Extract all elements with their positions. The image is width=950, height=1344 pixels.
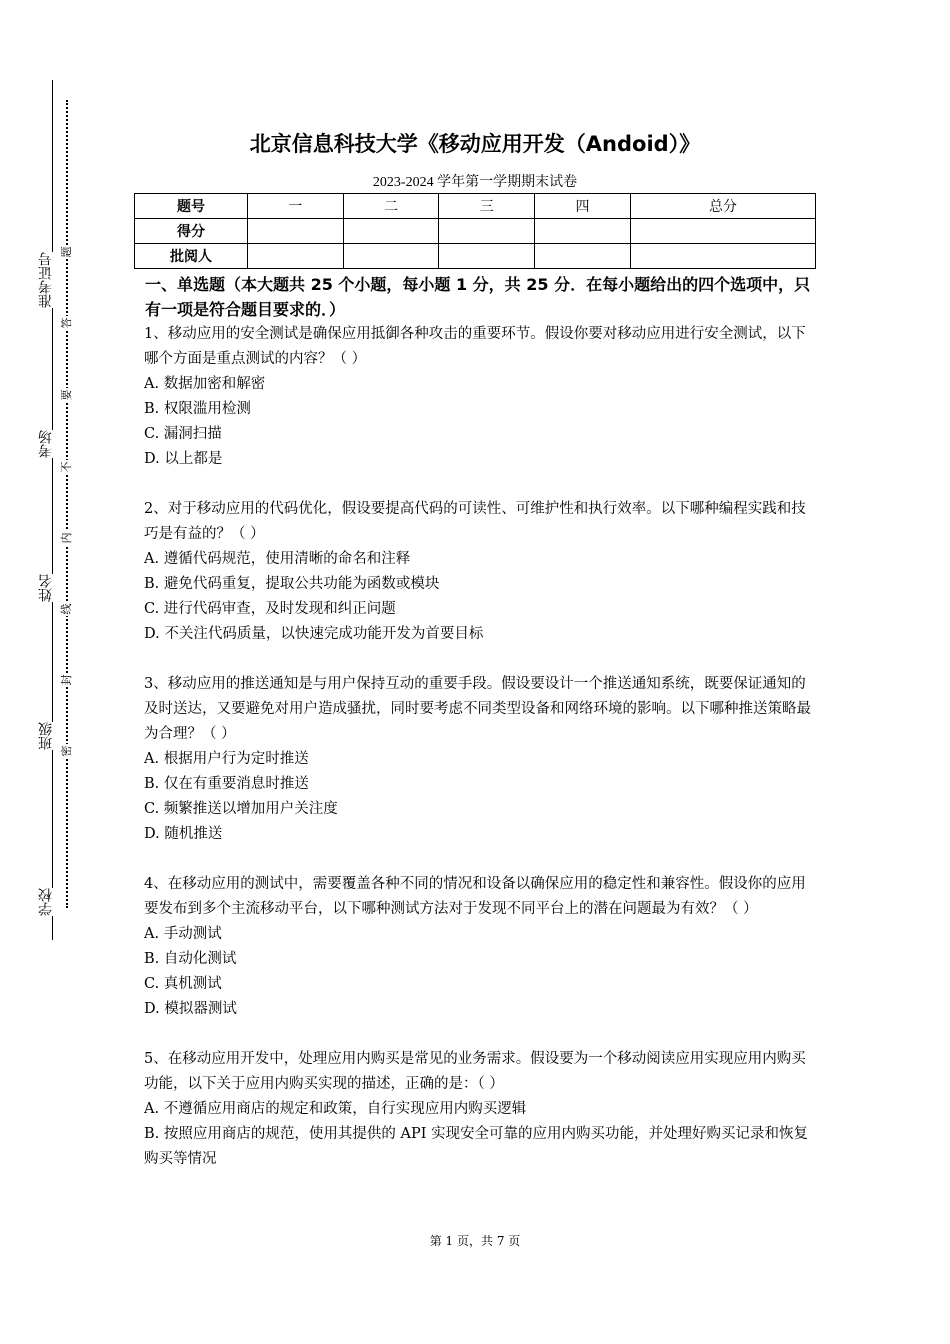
- option-b: B. 仅在有重要消息时推送: [144, 776, 309, 792]
- question-stem: 1、移动应用的安全测试是确保应用抵御各种攻击的重要环节。假设你要对移动应用进行安全测试，以下哪个方面是重点测试的内容？（ ）: [144, 326, 806, 367]
- binding-line: [52, 80, 53, 940]
- question-stem: 2、对于移动应用的代码优化，假设要提高代码的可读性、可维护性和执行效率。以下哪种编程实践和技巧是有益的？（ ）: [144, 501, 806, 542]
- score-col-header: 总分: [630, 194, 815, 219]
- score-row-label: 得分: [135, 219, 248, 244]
- score-cell[interactable]: [343, 219, 439, 244]
- option-b: B. 按照应用商店的规范，使用其提供的 API 实现安全可靠的应用内购买功能，并处理好购买记录和恢复购买等情况: [144, 1126, 809, 1167]
- score-col-header: 四: [535, 194, 631, 219]
- option-b: B. 权限滥用检测: [144, 401, 251, 417]
- score-cell[interactable]: [535, 219, 631, 244]
- option-d: D. 以上都是: [144, 451, 223, 467]
- page-footer: 第 1 页，共 7 页: [429, 1234, 521, 1248]
- seal-char: 密: [60, 745, 73, 757]
- question-area: [144, 272, 812, 1172]
- question-stem: 4、在移动应用的测试中，需要覆盖各种不同的情况和设备以确保应用的稳定性和兼容性。假设你的应用要发布到多个主流移动平台，以下哪种测试方法对于发现不同平台上的潜在问题最为有效？（ ）: [144, 876, 806, 917]
- option-c: C. 漏洞扫描: [144, 426, 222, 442]
- seal-char: 内: [60, 532, 73, 544]
- question-stem: 3、移动应用的推送通知是与用户保持互动的重要手段。假设要设计一个推送通知系统，既要保证通知的及时送达，又要避免对用户造成骚扰，同时要考虑不同类型设备和网络环境的影响。以下哪种推送策略最为合理？（ ）: [144, 676, 811, 742]
- question-3: [144, 672, 812, 847]
- score-col-header: 三: [439, 194, 535, 219]
- question-1: [144, 322, 812, 472]
- question-5: [144, 1047, 812, 1172]
- question-stem: 5、在移动应用开发中，处理应用内购买是常见的业务需求。假设要为一个移动阅读应用实现应用内购买功能，以下关于应用内购买实现的描述，正确的是：（ ）: [144, 1051, 806, 1092]
- score-table-header-row: [135, 194, 816, 219]
- score-table: [134, 193, 816, 269]
- grader-cell[interactable]: [535, 244, 631, 269]
- seal-dotted-line: [66, 100, 68, 908]
- seal-char: 答: [60, 317, 73, 329]
- option-a: A. 数据加密和解密: [144, 376, 266, 392]
- seal-char: 要: [60, 389, 73, 401]
- exam-subtitle: 2023-2024 学年第一学期期末试卷: [372, 175, 578, 190]
- class-label: 班级: [38, 722, 54, 750]
- score-row: [135, 219, 816, 244]
- grader-cell[interactable]: [439, 244, 535, 269]
- option-c: C. 频繁推送以增加用户关注度: [144, 801, 338, 817]
- question-2: [144, 497, 812, 647]
- name-label: 姓名: [38, 574, 54, 602]
- exam-title: 北京信息科技大学《移动应用开发（Andoid）》: [249, 132, 701, 156]
- grader-row: [135, 244, 816, 269]
- score-col-header: 一: [248, 194, 344, 219]
- binding-margin: [14, 80, 54, 940]
- option-c: C. 真机测试: [144, 976, 222, 992]
- option-d: D. 模拟器测试: [144, 1001, 237, 1017]
- grader-row-label: 批阅人: [135, 244, 248, 269]
- seal-char: 不: [60, 461, 73, 473]
- option-b: B. 自动化测试: [144, 951, 237, 967]
- score-col-header: 二: [343, 194, 439, 219]
- option-a: A. 手动测试: [144, 926, 222, 942]
- grader-cell[interactable]: [343, 244, 439, 269]
- exam-id-label: 准考证号: [38, 252, 54, 308]
- score-cell[interactable]: [439, 219, 535, 244]
- exam-room-label: 考场: [38, 430, 54, 458]
- option-d: D. 不关注代码质量，以快速完成功能开发为首要目标: [144, 626, 484, 642]
- option-c: C. 进行代码审查，及时发现和纠正问题: [144, 601, 396, 617]
- option-d: D. 随机推送: [144, 826, 223, 842]
- option-a: A. 不遵循应用商店的规定和政策，自行实现应用内购买逻辑: [144, 1101, 527, 1117]
- question-4: [144, 872, 812, 1022]
- seal-char: 封: [60, 674, 73, 686]
- score-col-header: 题号: [135, 194, 248, 219]
- seal-char: 线: [60, 603, 73, 615]
- grader-cell[interactable]: [248, 244, 344, 269]
- section-heading: 一、单选题（本大题共 25 个小题，每小题 1 分，共 25 分．在每小题给出的四个选项中，只有一项是符合题目要求的．）: [145, 275, 811, 319]
- option-b: B. 避免代码重复，提取公共功能为函数或模块: [144, 576, 440, 592]
- score-cell[interactable]: [248, 219, 344, 244]
- seal-char: 题: [60, 246, 73, 258]
- option-a: A. 根据用户行为定时推送: [144, 751, 309, 767]
- grader-cell[interactable]: [630, 244, 815, 269]
- score-cell[interactable]: [630, 219, 815, 244]
- school-label: 学校: [38, 888, 54, 916]
- option-a: A. 遵循代码规范，使用清晰的命名和注释: [144, 551, 411, 567]
